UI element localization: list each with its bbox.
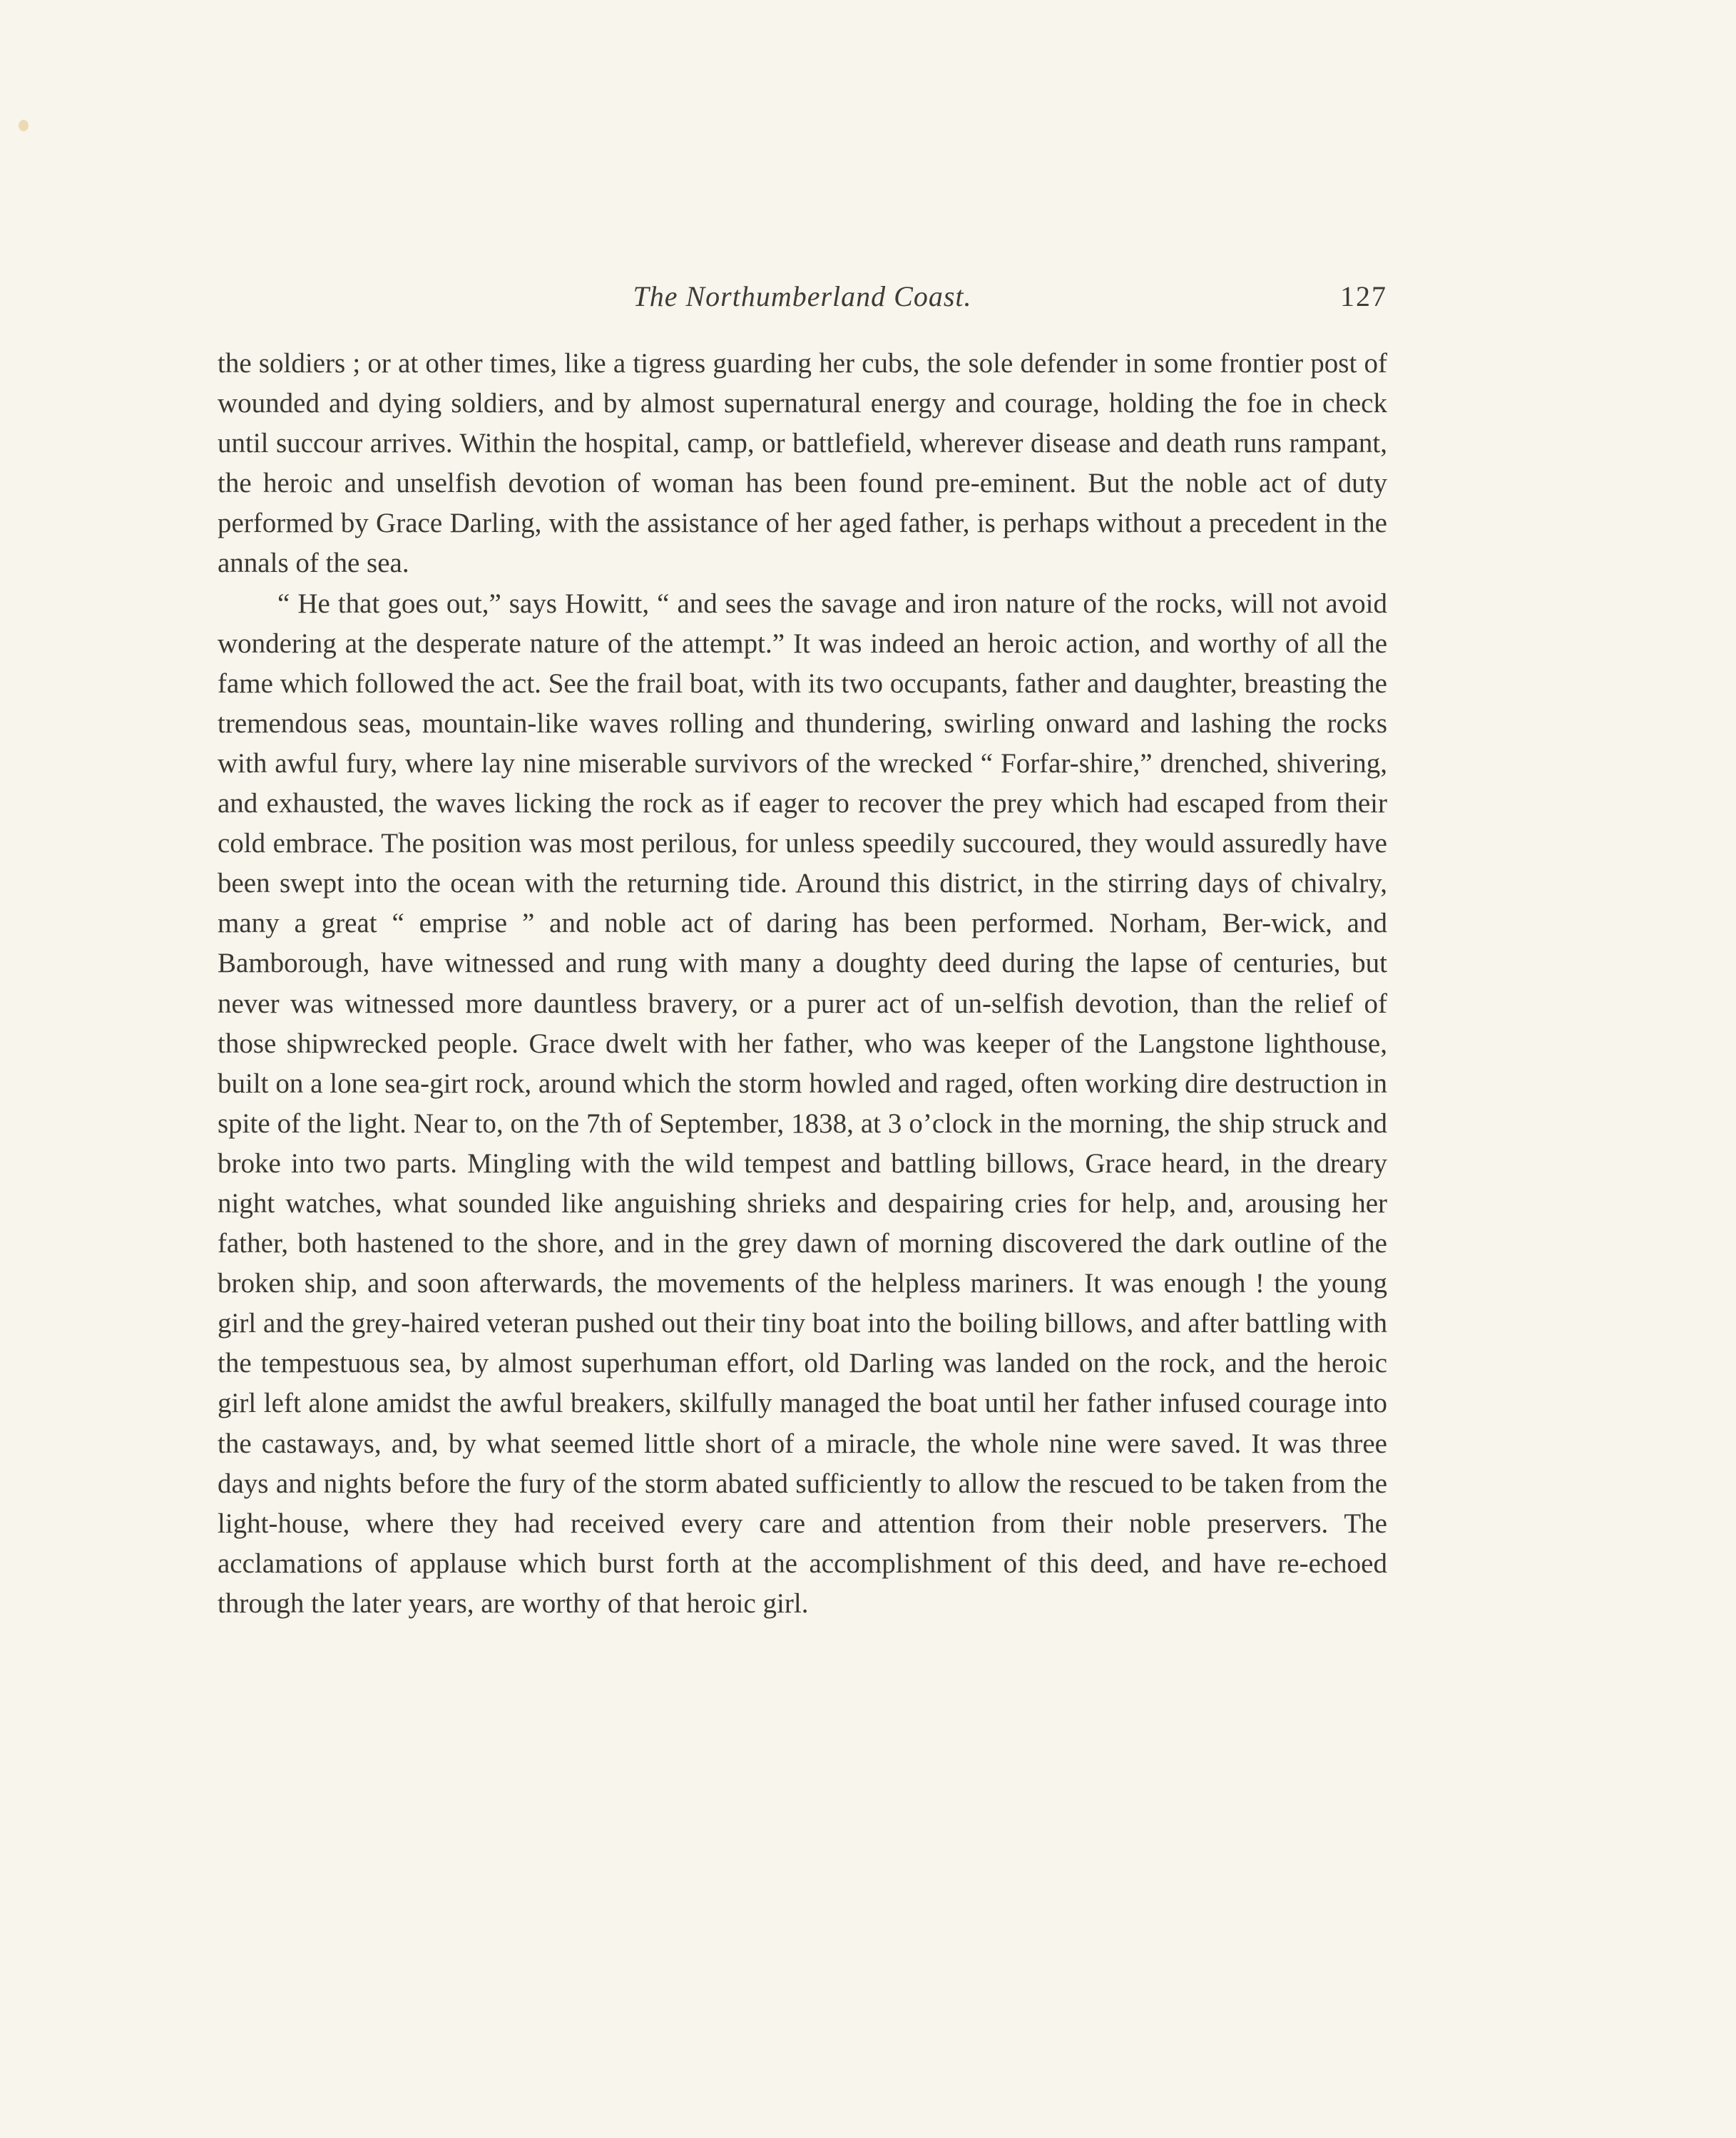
running-title: The Northumberland Coast. xyxy=(633,280,972,312)
page-number: 127 xyxy=(1340,280,1387,312)
page-header xyxy=(218,280,1387,322)
body-text xyxy=(218,344,1387,1624)
paper-stain xyxy=(19,120,29,131)
paragraph-continued: the soldiers ; or at other times, like a tigress guarding her cubs, the sole defender in some frontier post of wounded and dying soldiers, and by almost supernatural energy and courage, holding the foe in check until succour arrives. Within the hospital, camp, or battlefield, wherever disease and death runs rampant, the heroic and unselfish devotion of woman has been found pre-eminent. But the noble act of duty performed by Grace Darling, with the assistance of her aged father, is perhaps without a precedent in the annals of the sea. xyxy=(218,348,1387,579)
paragraph-howitt-quote: “ He that goes out,” says Howitt, “ and sees the savage and iron nature of the rocks, will not avoid wondering at the desperate nature of the attempt.” It was indeed an heroic action, and worthy of all the fame which followed the act. See the frail boat, with its two occupants, father and daughter, breasting the tremendous seas, mountain-like waves rolling and thundering, swirling onward and lashing the rocks with awful fury, where lay nine miserable survivors of the wrecked “ Forfar-shire,” drenched, shivering, and exhausted, the waves licking the rock as if eager to recover the prey which had escaped from their cold embrace. The position was most perilous, for unless speedily succoured, they would assuredly have been swept into the ocean with the returning tide. Around this district, in the stirring days of chivalry, many a great “ emprise ” and noble act of daring has been performed. Norham, Ber-wick, and Bamborough, have witnessed and rung with many a doughty deed during the lapse of centuries, but never was witnessed more dauntless bravery, or a purer act of un-selfish devotion, than the relief of those shipwrecked people. Grace dwelt with her father, who was keeper of the Langstone lighthouse, built on a lone sea-girt rock, around which the storm howled and raged, often working dire destruction in spite of the light. Near to, on the 7th of September, 1838, at 3 o’clock in the morning, the ship struck and broke into two parts. Mingling with the wild tempest and battling billows, Grace heard, in the dreary night watches, what sounded like anguishing shrieks and despairing cries for help, and, arousing her father, both hastened to the shore, and in the grey dawn of morning discovered the dark outline of the broken ship, and soon afterwards, the movements of the helpless mariners. It was enough ! the young girl and the grey-haired veteran pushed out their tiny boat into the boiling billows, and after battling with the tempestuous sea, by almost superhuman effort, old Darling was landed on the rock, and the heroic girl left alone amidst the awful breakers, skilfully managed the boat until her father infused courage into the castaways, and, by what seemed little short of a miracle, the whole nine were saved. It was three days and nights before the fury of the storm abated sufficiently to allow the rescued to be taken from the light-house, where they had received every care and attention from their noble preservers. The acclamations of applause which burst forth at the accomplishment of this deed, and have re-echoed through the later years, are worthy of that heroic girl. xyxy=(218,588,1387,1619)
